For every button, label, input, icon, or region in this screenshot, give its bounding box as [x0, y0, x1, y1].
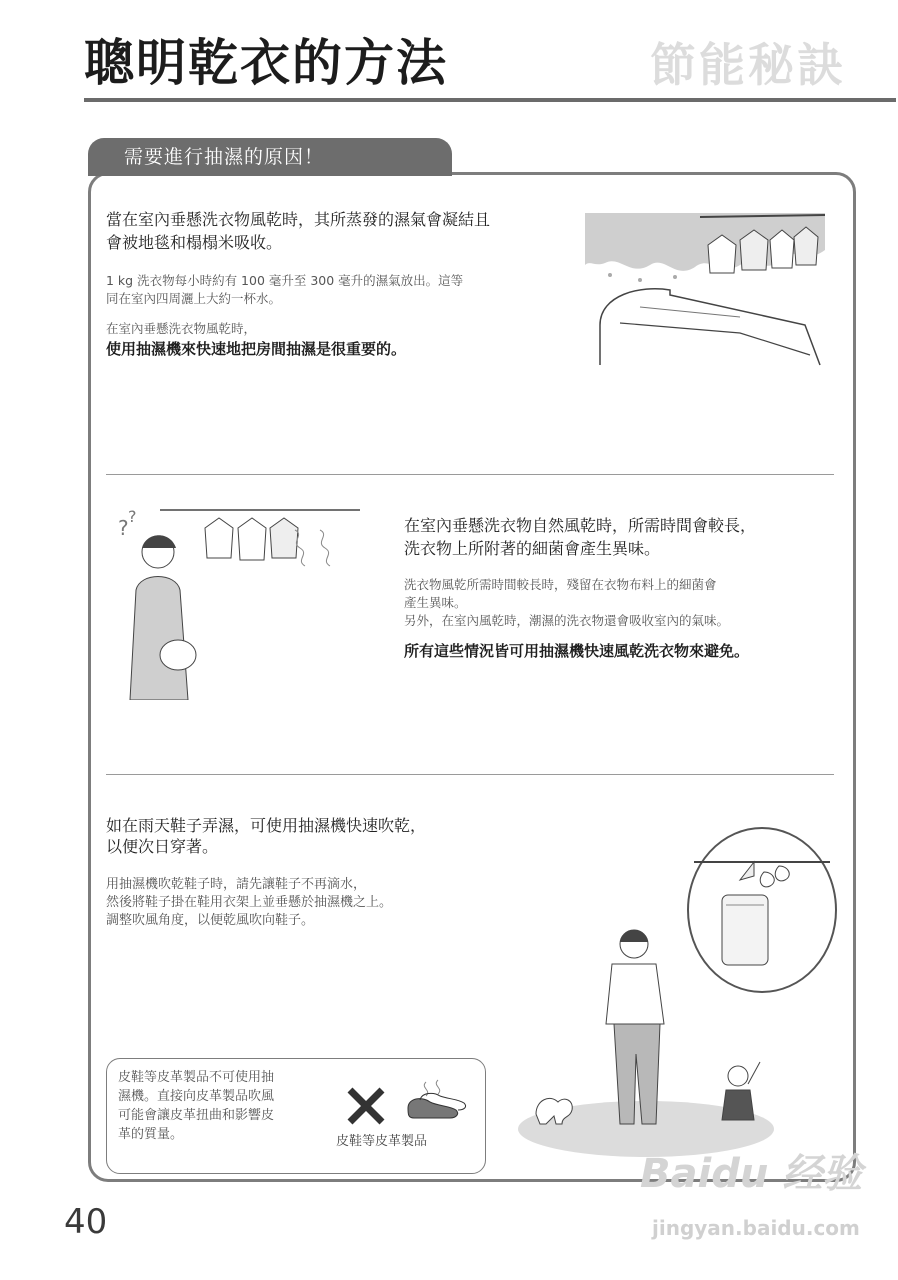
- note-line2: 濕機。直接向皮革製品吹風: [118, 1089, 275, 1104]
- section2-heading-line1: 在室內垂懸洗衣物自然風乾時，所需時間會較長，: [404, 516, 757, 535]
- section2-body-line2: 產生異味。: [404, 595, 467, 610]
- page-title: 聰明乾衣的方法: [84, 34, 448, 92]
- note-line1: 皮鞋等皮革製品不可使用抽: [118, 1070, 275, 1085]
- leather-caption: 皮鞋等皮革製品: [336, 1134, 428, 1149]
- section2-body-line1: 洗衣物風乾所需時間較長時，殘留在衣物布料上的細菌會: [404, 577, 717, 592]
- person-laundry-illustration: [110, 500, 360, 700]
- section-tab-label: 需要進行抽濕的原因！: [124, 146, 325, 168]
- section1-body-line1: 1 kg 洗衣物每小時約有 100 毫升至 300 毫升的濕氣放出。這等: [106, 273, 464, 288]
- section-divider-1: [106, 474, 834, 475]
- section-divider-2: [106, 774, 834, 775]
- baidu-watermark-url: jingyan.baidu.com: [652, 1216, 860, 1240]
- ghost-title: 節能秘訣: [650, 38, 846, 92]
- family-illustration: [516, 924, 776, 1160]
- leather-shoes-icon: [404, 1076, 474, 1120]
- section1-body-line2: 同在室內四周灑上大約一杯水。: [106, 291, 282, 306]
- note-line3: 可能會讓皮革扭曲和影響皮: [118, 1108, 275, 1123]
- section3-body-line1: 用抽濕機吹乾鞋子時，請先讓鞋子不再滴水，: [106, 877, 367, 892]
- section3-body-line2: 然後將鞋子掛在鞋用衣架上並垂懸於抽濕機之上。: [106, 895, 393, 910]
- section2-strong-line: 所有這些情況皆可用抽濕機快速風乾洗衣物來避免。: [404, 642, 750, 660]
- laundry-bed-illustration: [580, 205, 830, 375]
- prohibited-x-icon: [344, 1084, 388, 1128]
- svg-text:?: ?: [118, 516, 129, 540]
- section3-heading-line2: 以便次日穿著。: [106, 837, 219, 856]
- section2-heading-line2: 洗衣物上所附著的細菌會產生異味。: [404, 539, 661, 558]
- section3-body-line3: 調整吹風角度，以便乾風吹向鞋子。: [106, 913, 315, 928]
- baidu-watermark-logo: Baidu 经验: [640, 1151, 863, 1197]
- svg-text:?: ?: [128, 507, 137, 526]
- section3-heading-line1: 如在雨天鞋子弄濕，可使用抽濕機快速吹乾，: [106, 816, 427, 835]
- section1-strong-line: 使用抽濕機來快速地把房間抽濕是很重要的。: [106, 340, 407, 358]
- section1-heading-line2: 會被地毯和榻榻米吸收。: [106, 233, 283, 252]
- title-rule: [84, 98, 896, 102]
- section1-heading-line1: 當在室內垂懸洗衣物風乾時，其所蒸發的濕氣會凝結且: [106, 210, 491, 229]
- page-number: 40: [64, 1202, 108, 1242]
- section2-body-line3: 另外，在室內風乾時，潮濕的洗衣物還會吸收室內的氣味。: [404, 613, 730, 628]
- note-line4: 革的質量。: [118, 1127, 184, 1142]
- section1-small-line: 在室內垂懸洗衣物風乾時，: [106, 321, 257, 336]
